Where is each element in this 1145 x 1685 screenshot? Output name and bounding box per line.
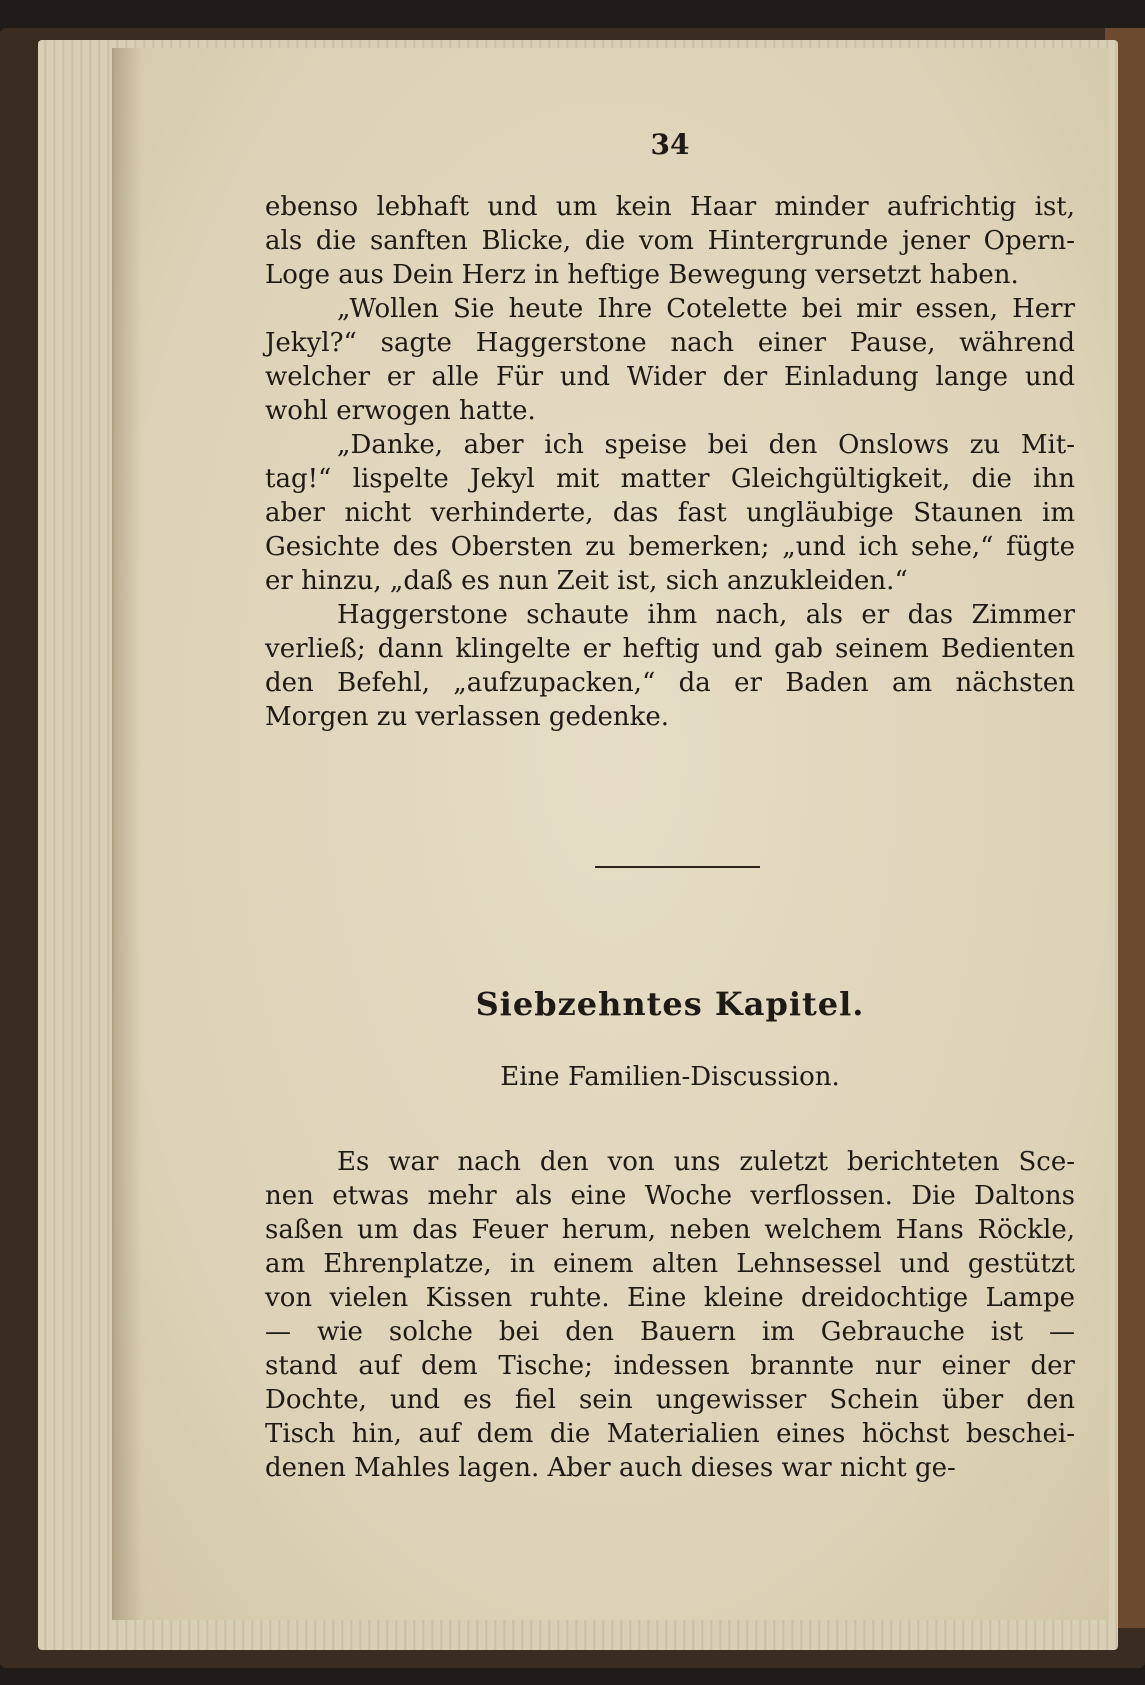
text-line: von vielen Kissen ruhte. Eine kleine dreidochtige Lampe <box>265 1283 1075 1313</box>
paragraph <box>265 190 1075 292</box>
gutter-shadow <box>112 48 142 1620</box>
text-line: aber nicht verhinderte, das fast ungläubige Staunen im <box>265 498 1075 528</box>
text-line: Haggerstone schaute ihm nach, als er das Zimmer <box>337 600 1075 630</box>
text-line: ebenso lebhaft und um kein Haar minder aufrichtig ist, <box>265 192 1075 222</box>
paragraph <box>265 598 1075 734</box>
section-divider <box>595 866 760 868</box>
text-line: saßen um das Feuer herum, neben welchem Hans Röckle, <box>265 1215 1075 1245</box>
text-line: Jekyl?“ sagte Haggerstone nach einer Pause, während <box>265 328 1075 358</box>
paragraph <box>265 292 1075 428</box>
text-line: „Wollen Sie heute Ihre Cotelette bei mir essen, Herr <box>337 294 1075 324</box>
text-line: er hinzu, „daß es nun Zeit ist, sich anzukleiden.“ <box>265 566 908 596</box>
body-text-top <box>265 190 1075 734</box>
text-line: am Ehrenplatze, in einem alten Lehnsessel und gestützt <box>265 1249 1075 1279</box>
text-line: Loge aus Dein Herz in heftige Bewegung versetzt haben. <box>265 260 1019 290</box>
page-number: 34 <box>650 128 690 161</box>
text-line: stand auf dem Tische; indessen brannte nur einer der <box>265 1351 1075 1381</box>
text-line: tag!“ lispelte Jekyl mit matter Gleichgültigkeit, die ihn <box>265 464 1075 494</box>
text-line: Gesichte des Obersten zu bemerken; „und ich sehe,“ fügte <box>265 532 1075 562</box>
text-line: Dochte, und es fiel sein ungewisser Schein über den <box>265 1385 1075 1415</box>
text-line: wohl erwogen hatte. <box>265 396 536 426</box>
text-line: Es war nach den von uns zuletzt berichteten Sce- <box>337 1147 1075 1177</box>
text-line: als die sanften Blicke, die vom Hintergrunde jener Opern- <box>265 226 1075 256</box>
body-text-bottom <box>265 1145 1075 1485</box>
text-line: „Danke, aber ich speise bei den Onslows zu Mit- <box>337 430 1075 460</box>
paragraph <box>265 428 1075 598</box>
chapter-subtitle: Eine Familien-Discussion. <box>500 1062 840 1092</box>
text-line: Morgen zu verlassen gedenke. <box>265 702 670 732</box>
text-line: verließ; dann klingelte er heftig und gab seinem Bedienten <box>265 634 1075 664</box>
chapter-title: Siebzehntes Kapitel. <box>475 985 865 1023</box>
text-line: welcher er alle Für und Wider der Einladung lange und <box>265 362 1075 392</box>
text-line: Tisch hin, auf dem die Materialien eines höchst beschei- <box>265 1419 1075 1449</box>
paragraph <box>265 1145 1075 1485</box>
text-line: denen Mahles lagen. Aber auch dieses war nicht ge- <box>265 1453 956 1483</box>
text-line: den Befehl, „aufzupacken,“ da er Baden am nächsten <box>265 668 1075 698</box>
text-line: nen etwas mehr als eine Woche verflossen. Die Daltons <box>265 1181 1075 1211</box>
text-line: — wie solche bei den Bauern im Gebrauche ist — <box>265 1317 1075 1347</box>
